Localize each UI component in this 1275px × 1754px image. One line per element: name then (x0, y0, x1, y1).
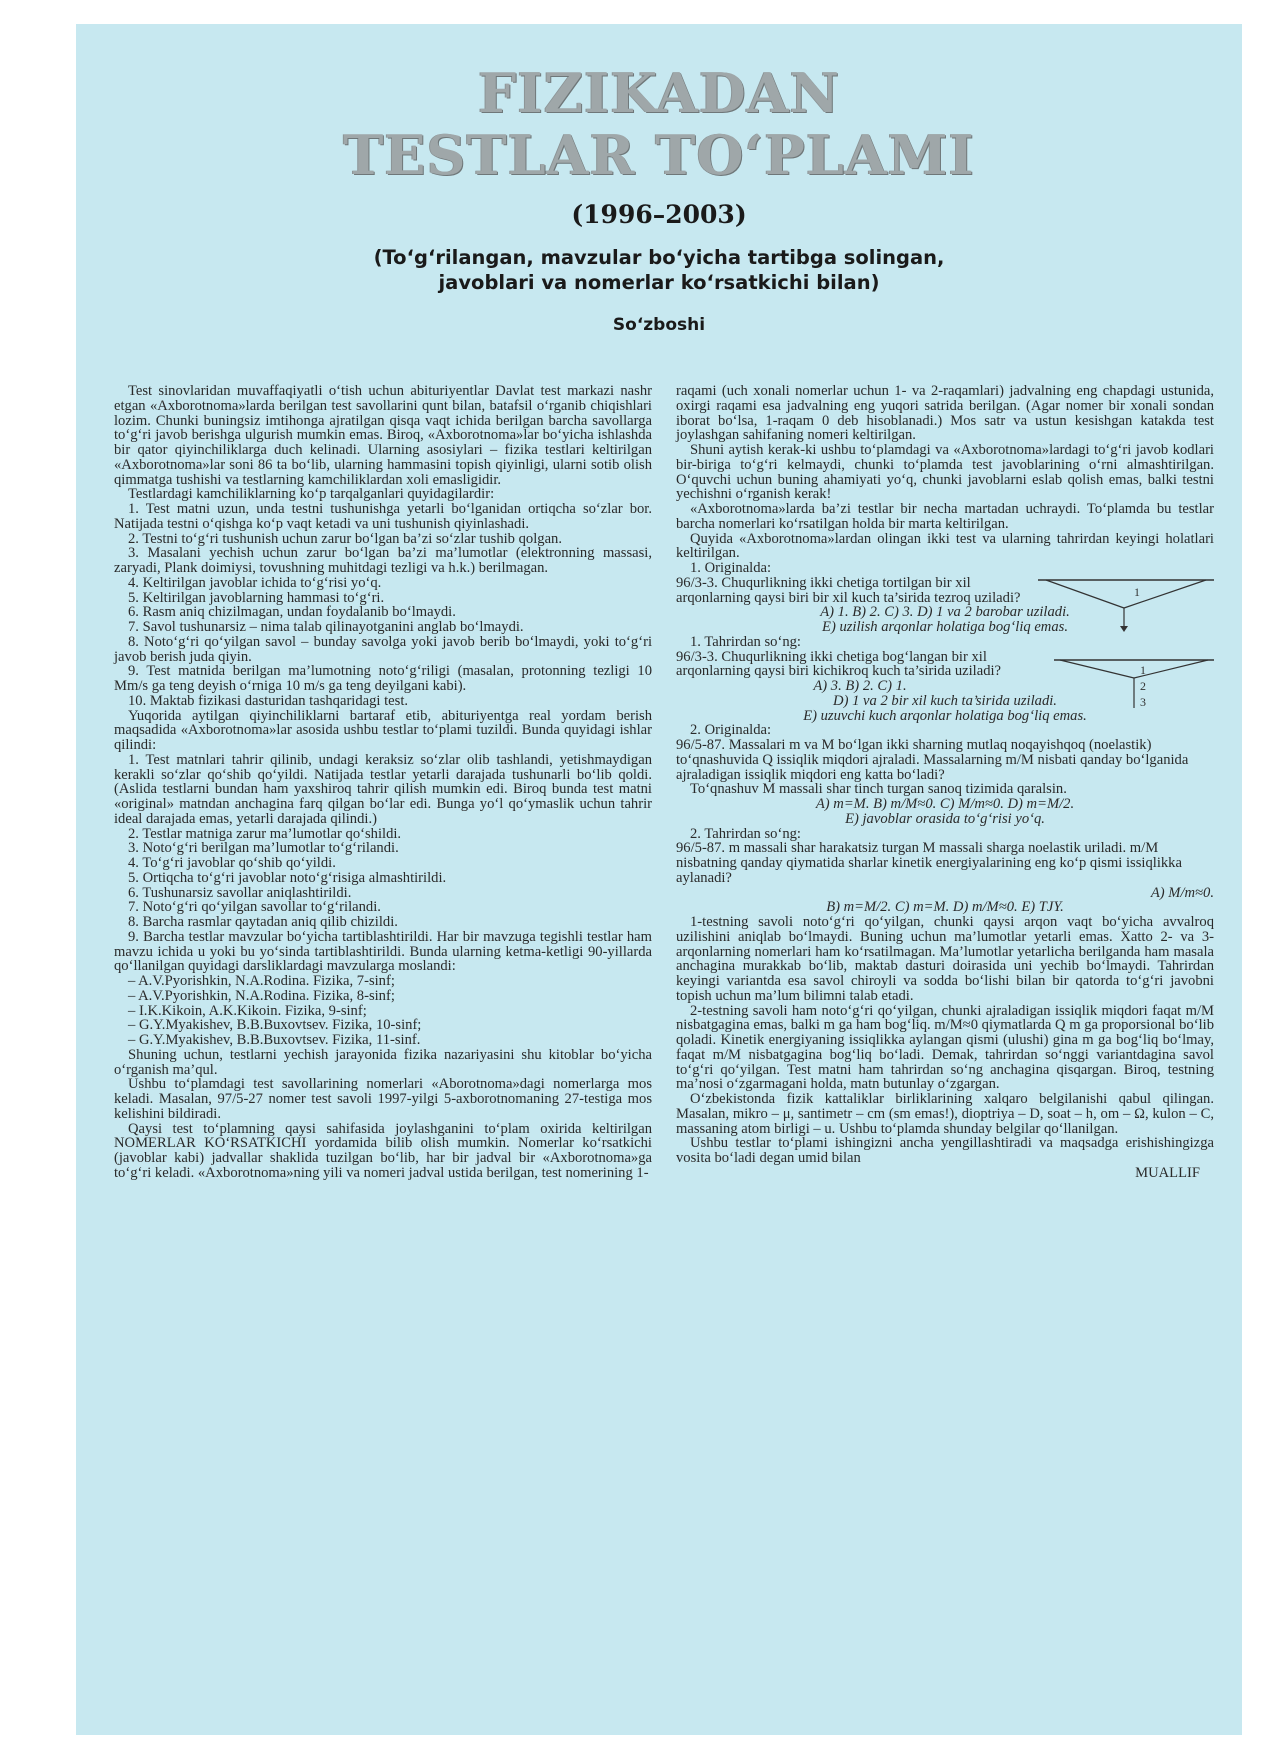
example-1-answers-1: A) 1. B) 2. C) 3. D) 1 va 2 barobar uziladi. (820, 604, 1070, 621)
done-item-2: 2. Testlar matniga zarur ma’lumotlar qo‘shildi. (128, 825, 402, 842)
done-item-3: 3. Noto‘g‘ri berilgan ma’lumotlar to‘g‘rilandi. (128, 840, 399, 857)
example-2-heading: 1. Tahrirdan so‘ng: (690, 633, 801, 650)
figure-label: 2 (1140, 678, 1146, 693)
right-paragraph-2: Shuni aytish kerak-ki ushbu to‘plamdagi va «Axborotnoma»lardagi to‘g‘ri javob kodlari bir-biriga to‘g‘ri kelmaydi, chunki to‘plamda test javoblarining o‘rni almashtirilgan. O‘quvchi uchun buning ahamiyati yo‘q, chunki javoblarni eslab qolish emas, balki testni yechishni o‘rganish kerak! (676, 442, 1214, 503)
example-2-answers-1: A) 3. B) 2. C) 1. (813, 678, 907, 694)
book-4: – G.Y.Myakishev, B.B.Buxovtsev. Fizika, 10-sinf; (128, 1017, 422, 1034)
right-column (676, 384, 1214, 1181)
figure-label: 1 (1140, 662, 1146, 677)
issue-item-9: 9. Test matnida berilgan ma’lumotning noto‘g‘riligi (masalan, protonning tezligi 10 Mm/s ga teng deyish o‘rniga 10 m/s ga teng deyilgani kabi). (114, 663, 652, 694)
done-item-5: 5. Ortiqcha to‘g‘ri javoblar noto‘g‘risiga almashtirildi. (128, 869, 447, 886)
right-paragraph-3: «Axborotnoma»larda ba’zi testlar bir necha martadan uchraydi. To‘plamda bu testlar barcha nomerlari ko‘rsatilgan holda bir marta keltirilgan. (676, 501, 1214, 532)
done-item-9: 9. Barcha testlar mavzular bo‘yicha tartiblashtirildi. Har bir mavzuga tegishli testlar ham mavzu ichida u yoki bu yo‘sinda tartiblashtirildi. Bunda ularning ketma-ketligi 90-yillarda qo‘llanilgan quyidagi darsliklardagi mavzularga moslandi: (114, 928, 652, 975)
title-line-1: FIZIKADAN (477, 61, 840, 125)
title-line-2: TESTLAR TO‘PLAMI (343, 123, 975, 187)
example-3-question-2: To‘qnashuv M massali shar tinch turgan sanoq tizimida qaralsin. (690, 781, 1067, 798)
issue-item-2: 2. Testni to‘g‘ri tushunish uchun zarur bo‘lgan ba’zi so‘zlar tushib qolgan. (128, 530, 562, 547)
right-paragraph-8: Ushbu testlar to‘plami ishingizni ancha yengillashtiradi va maqsadga erishishingizga vosita bo‘ladi degan umid bilan (676, 1135, 1214, 1166)
book-3: – I.K.Kikoin, A.K.Kikoin. Fizika, 9-sinf; (128, 1002, 367, 1019)
left-paragraph-3: Yuqorida aytilgan qiyinchiliklarni bartaraf etib, abituriyentga real yordam berish maqsadida «Axborotnoma»lar asosida ushbu testlar to‘plami tuzildi. Bunda quyidagi ishlar qilindi: (114, 707, 652, 753)
issue-item-8: 8. Noto‘g‘ri qo‘yilgan savol – bunday savolga yoki javob berib bo‘lmaydi, yoki to‘g‘ri javob berish juda qiyin. (114, 633, 652, 665)
right-paragraph-6: 2-testning savoli ham noto‘g‘ri qo‘yilgan, chunki ajraladigan issiqlik miqdori faqat m/M nisbatgagina emas, balki m ga ham bog‘liq. m/M≈0 qiymatlarda Q m ga proporsional bo‘lib qoladi. Kinetik energiyaning issiqlikka aylangan qismi (ulushi) gina m ga bog‘liq bo‘lmay, faqat m/M nisbatgagina bog‘liq bo‘ladi. Demak, tahrirdan so‘nggi variantdagina savol to‘g‘ri qo‘yilgan. Test matni ham tahrirdan so‘ng anchagina qisqargan. Biroq, testning ma’nosi o‘zgarmagani holda, matn butunlay o‘zgargan. (676, 1002, 1214, 1093)
right-paragraph-1: raqami (uch xonali nomerlar uchun 1- va 2-raqamlari) jadvalning eng chapdagi ustunida, oxirgi raqami esa jadvalning eng yuqori satrida berilgan. (Agar nomer bir xonali sondan iborat bo‘lsa, 1-raqam 0 deb hisoblanadi.) Mos satr va ustun kesishgan katakda test joylashgan sahifaning nomeri keltirilgan. (676, 383, 1214, 444)
issue-item-3: 3. Masalani yechish uchun zarur bo‘lgan ba’zi ma’lumotlar (elektronning massasi, zaryadi, Plank doimiysi, tovushning muhitdagi tezligi va h.k.) berilmagan. (114, 545, 652, 576)
example-1 (676, 576, 1214, 606)
left-paragraph-2: Testlardagi kamchiliklarning ko‘p tarqalganlari quyidagilardir: (128, 486, 495, 503)
issue-item-5: 5. Keltirilgan javoblarning hammasi to‘g‘ri. (128, 589, 385, 606)
years: (1996–2003) (571, 200, 747, 229)
author-signature: MUALLIF (1135, 1164, 1200, 1181)
title-block (76, 62, 1242, 335)
example-2-answers-2: D) 1 va 2 bir xil kuch ta’sirida uziladi. (833, 692, 1057, 709)
subtitle-line-1: (To‘g‘rilangan, mavzular bo‘yicha tartibga solingan, (373, 246, 945, 269)
done-item-1: 1. Test matnlari tahrir qilinib, undagi keraksiz so‘zlar olib tashlandi, yetishmaydigan kerakli so‘zlar qo‘shib qo‘yildi. Natijada testlar yetarli darajada tushunarli bo‘lib qoldi. (Aslida testlarni bundan ham yaxshiroq tahrir qilish mumkin edi. Biroq bunda test matni «original» matndan anchagina farq qilgan bo‘lar edi. Bunga yo‘l qo‘ymaslik uchun tahrir ideal darajada emas, yetarli darajada qilindi.) (114, 751, 652, 827)
rope-figure-edited (1054, 652, 1214, 714)
left-paragraph-4: Shuning uchun, testlarni yechish jarayonida fizika nazariyasini shu kitoblar bo‘yicha o‘rganish ma’qul. (114, 1046, 652, 1078)
rope-figure-original (1038, 578, 1214, 634)
example-2-question: 96/3-3. Chuqurlikning ikki chetiga bog‘langan bir xil arqonlarning qaysi biri kichikroq kuch ta’sirida uziladi? (676, 648, 1002, 680)
example-2-answers-3: E) uzuvchi kuch arqonlar holatiga bog‘liq emas. (803, 707, 1087, 724)
issue-item-10: 10. Maktab fizikasi dasturidan tashqaridagi test. (128, 692, 409, 709)
example-1-question: 96/3-3. Chuqurlikning ikki chetiga tortilgan bir xil arqonlarning qaysi biri bir xil kuch ta’sirida tezroq uziladi? (676, 574, 1021, 606)
right-paragraph-7: O‘zbekistonda fizik kattaliklar birliklarining xalqaro belgilanishi qabul qilingan. Masalan, mikro – μ, santimetr – cm (sm emas!), dioptriya – D, soat – h, om – Ω, kulon – C, massaning atom birligi – u. Ushbu to‘plamda shunday belgilar qo‘llanilgan. (676, 1091, 1214, 1137)
example-3-question: 96/5-87. Massalari m va M bo‘lgan ikki sharning mutlaq noqayishqoq (noelastik) to‘qnashuvida Q issiqlik miqdori ajraladi. Massalarning m/M nisbati qanday bo‘lganida ajraladigan issiqlik miqdori eng katta bo‘ladi? (676, 737, 1189, 783)
example-1-answers-2: E) uzilish arqonlar holatiga bog‘liq emas. (822, 619, 1068, 635)
example-4-question: 96/5-87. m massali shar harakatsiz turgan M massali sharga noelastik uriladi. m/M nisbatning qanday qiymatida sharlar kinetik energiyalarining eng ko‘p qismi issiqlikka aylanadi? (676, 840, 1182, 886)
book-5: – G.Y.Myakishev, B.B.Buxovtsev. Fizika, 11-sinf. (128, 1032, 421, 1048)
left-paragraph-6: Qaysi test to‘plamning qaysi sahifasida joylashganini to‘plam oxirida keltirilgan NOMERLAR KO‘RSATKICHI yordamida bilib olish mumkin. Nomerlar ko‘rsatkichi (javoblar kabi) jadvallar shaklida tuzilgan bo‘lib, har bir jadval bir «Axborotnoma»ga to‘g‘ri keladi. «Axborotnoma»ning yili va nomeri jadval ustida berilgan, test nomerining 1- (114, 1120, 652, 1181)
figure-label: 1 (1134, 584, 1140, 599)
done-item-4: 4. To‘g‘ri javoblar qo‘shib qo‘yildi. (128, 855, 336, 871)
example-3-answers-1: A) m=M. B) m/M≈0. C) M/m≈0. D) m=M/2. (815, 796, 1075, 812)
left-column (114, 384, 652, 1181)
subtitle-line-2: javoblari va nomerlar ko‘rsatkichi bilan) (438, 271, 880, 294)
example-3-answers-2: E) javoblar orasida to‘g‘risi yo‘q. (845, 810, 1045, 827)
example-4-answers: B) m=M/2. C) m=M. D) m/M≈0. E) TJY. (826, 899, 1064, 916)
book-1: – A.V.Pyorishkin, N.A.Rodina. Fizika, 7-sinf; (128, 973, 395, 989)
done-item-7: 7. Noto‘g‘ri qo‘yilgan savollar to‘g‘rilandi. (128, 899, 381, 916)
subtitle (76, 245, 1242, 295)
done-item-8: 8. Barcha rasmlar qaytadan aniq qilib chizildi. (128, 914, 398, 930)
left-paragraph-5: Ushbu to‘plamdagi test savollarining nomerlari «Aborotnoma»dagi nomerlarga mos keladi. Masalan, 97/5-27 nomer test savoli 1997-yilgi 5-axborotnomaning 27-testiga mos kelishini bildiradi. (114, 1076, 652, 1122)
example-3-heading: 2. Originalda: (690, 722, 772, 739)
issue-item-4: 4. Keltirilgan javoblar ichida to‘g‘risi yo‘q. (128, 574, 382, 591)
issue-item-7: 7. Savol tushunarsiz – nima talab qilinayotganini anglab bo‘lmaydi. (128, 619, 524, 635)
done-item-6: 6. Tushunarsiz savollar aniqlashtirildi. (128, 884, 352, 901)
example-1-heading: 1. Originalda: (690, 560, 772, 576)
right-paragraph-5: 1-testning savoli noto‘g‘ri qo‘yilgan, chunki qaysi arqon vaqt bo‘yicha avvalroq uzilishini aniqlab bo‘lmaydi. Buning uchun ma’lumotlar yetarli emas. Xatto 2- va 3- arqonlarning nomerlari ham ko‘rsatilmagan. Ma’lumotlar yetarlicha berilganda ham masala anchagina murakkab bo‘lib, maktab dasturi doirasida uni yechib bo‘lmaydi. Tahrirdan keyingi variantda esa savol chiroyli va sodda bo‘lishi bilan bir qatorda to‘g‘ri javobni topish uchun ma’lum bilimni talab etadi. (676, 914, 1214, 1004)
issue-item-1: 1. Test matni uzun, unda testni tushunishga yetarli bo‘lganidan ortiqcha so‘zlar bor. Natijada testni o‘qishga ko‘p vaqt ketadi va uni tushunish qiyinlashadi. (114, 501, 652, 532)
issue-item-6: 6. Rasm aniq chizilmagan, undan foydalanib bo‘lmaydi. (128, 604, 456, 621)
page (76, 24, 1242, 1735)
book-2: – A.V.Pyorishkin, N.A.Rodina. Fizika, 8-sinf; (128, 987, 395, 1004)
figure-label: 3 (1140, 694, 1146, 709)
example-4-answer-a: A) M/m≈0. (1150, 884, 1214, 901)
left-paragraph-1: Test sinovlaridan muvaffaqiyatli o‘tish uchun abituriyentlar Davlat test markazi nashr etgan «Axborotnoma»larda berilgan test savollarini qunt bilan, batafsil o‘rganib chiqishlari lozim. Chunki buningsiz imtihonga ajratilgan qisqa vaqt ichida berilgan barcha savollarga to‘g‘ri javob berishga ulgurish mumkin emas. Biroq, «Axborotnoma»lar bo‘yicha ishlashda bir qator qiyinchiliklarga duch kelinadi. Ularning asosiylari – fizika testlari keltirilgan «Axborotnoma»lar soni 86 ta bo‘lib, ularning hammasini topish qiyinligi, ularni sotib olish qimmatga tushishi va testlarning kamchiliklardan xoli emasligidir. (114, 383, 652, 488)
section-heading: So‘zboshi (612, 315, 706, 335)
right-paragraph-4: Quyida «Axborotnoma»lardan olingan ikki test va ularning tahrirdan keyingi holatlari keltirilgan. (676, 530, 1214, 562)
example-4-heading: 2. Tahrirdan so‘ng: (690, 825, 801, 842)
